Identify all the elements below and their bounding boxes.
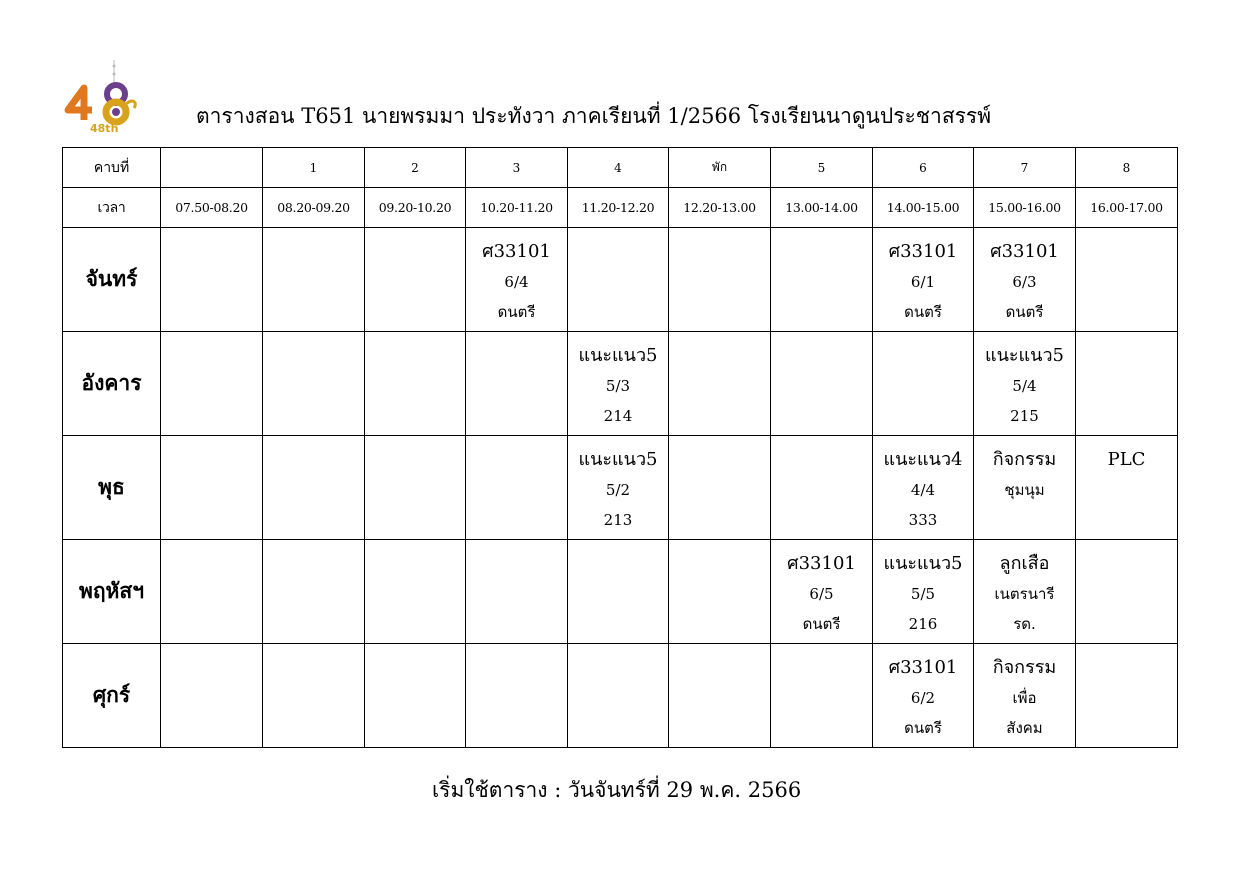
room-or-note: 216 bbox=[908, 615, 938, 633]
timetable-cell bbox=[1076, 540, 1178, 644]
timetable-cell bbox=[873, 644, 974, 748]
timetable-cell bbox=[263, 436, 365, 540]
timetable-cell bbox=[161, 332, 263, 436]
period-number: 4 bbox=[568, 148, 669, 188]
class-entry bbox=[974, 332, 1075, 431]
subject-code: แนะแนว5 bbox=[883, 553, 963, 574]
room-or-note: 215 bbox=[1010, 407, 1039, 425]
timetable-cell bbox=[568, 228, 669, 332]
class-entry bbox=[974, 228, 1075, 327]
time-slot: 10.20-11.20 bbox=[466, 188, 568, 228]
timetable-cell bbox=[669, 644, 771, 748]
class-entry bbox=[873, 436, 973, 535]
class-group: ชุมนุม bbox=[1004, 481, 1045, 499]
room-or-note: ดนตรี bbox=[802, 615, 841, 633]
subject-code: ศ33101 bbox=[482, 241, 551, 262]
timetable-cell bbox=[466, 644, 568, 748]
class-group: 4/4 bbox=[910, 481, 936, 499]
subject-code: แนะแนว5 bbox=[578, 449, 658, 470]
timetable-cell bbox=[1076, 436, 1178, 540]
room-or-note: สังคม bbox=[1006, 719, 1043, 737]
logo-text: 48th bbox=[90, 122, 119, 134]
timetable-cell bbox=[669, 332, 771, 436]
timetable-cell bbox=[466, 540, 568, 644]
timetable-cell bbox=[1076, 332, 1178, 436]
day-row bbox=[63, 332, 1178, 436]
class-entry bbox=[568, 436, 668, 535]
subject-code: ศ33101 bbox=[888, 241, 958, 262]
class-group: 6/4 bbox=[504, 273, 529, 291]
room-or-note: ดนตรี bbox=[904, 303, 942, 321]
time-slot: 14.00-15.00 bbox=[873, 188, 974, 228]
subject-code: PLC bbox=[1107, 449, 1146, 470]
period-number: 5 bbox=[771, 148, 873, 188]
class-entry bbox=[873, 540, 973, 639]
timetable-cell bbox=[161, 540, 263, 644]
timetable-cell bbox=[974, 228, 1076, 332]
timetable-cell bbox=[466, 332, 568, 436]
subject-code: แนะแนว5 bbox=[984, 345, 1065, 366]
day-name: ศุกร์ bbox=[63, 644, 161, 748]
timetable-cell bbox=[365, 540, 466, 644]
timetable-cell bbox=[873, 436, 974, 540]
time-row bbox=[63, 188, 1178, 228]
class-group: เพื่อ bbox=[1012, 689, 1037, 707]
day-name: อังคาร bbox=[63, 332, 161, 436]
timetable-cell bbox=[365, 436, 466, 540]
room-or-note: รด. bbox=[1013, 615, 1036, 633]
class-group: เนตรนารี bbox=[994, 585, 1055, 603]
timetable-cell bbox=[466, 228, 568, 332]
subject-code: กิจกรรม bbox=[992, 657, 1057, 678]
class-entry bbox=[568, 332, 668, 431]
period-number: พัก bbox=[669, 148, 771, 188]
subject-code: ศ33101 bbox=[990, 241, 1059, 262]
class-entry bbox=[466, 228, 567, 327]
time-slot: 11.20-12.20 bbox=[568, 188, 669, 228]
period-number bbox=[161, 148, 263, 188]
timetable-cell bbox=[974, 332, 1076, 436]
timetable-cell bbox=[263, 228, 365, 332]
period-header-row bbox=[63, 148, 1178, 188]
period-number: 7 bbox=[974, 148, 1076, 188]
period-number: 8 bbox=[1076, 148, 1178, 188]
class-group: 6/1 bbox=[910, 273, 936, 291]
time-slot: 09.20-10.20 bbox=[365, 188, 466, 228]
class-group: 6/5 bbox=[809, 585, 834, 603]
period-label: คาบที่ bbox=[63, 148, 161, 188]
time-slot: 16.00-17.00 bbox=[1076, 188, 1178, 228]
class-group: 5/5 bbox=[910, 585, 936, 603]
time-label: เวลา bbox=[63, 188, 161, 228]
timetable-cell bbox=[873, 332, 974, 436]
timetable-cell bbox=[1076, 644, 1178, 748]
timetable-cell bbox=[669, 228, 771, 332]
day-name: จันทร์ bbox=[63, 228, 161, 332]
timetable-cell bbox=[263, 540, 365, 644]
timetable-cell bbox=[365, 644, 466, 748]
timetable-cell bbox=[466, 436, 568, 540]
class-group: 6/2 bbox=[910, 689, 936, 707]
subject-code: แนะแนว4 bbox=[883, 449, 963, 470]
room-or-note: 333 bbox=[908, 511, 938, 529]
day-row bbox=[63, 644, 1178, 748]
room-or-note: 213 bbox=[603, 511, 633, 529]
class-group: 5/2 bbox=[605, 481, 631, 499]
class-entry bbox=[873, 644, 973, 743]
timetable-cell bbox=[263, 644, 365, 748]
day-row bbox=[63, 436, 1178, 540]
subject-code: ศ33101 bbox=[888, 657, 958, 678]
timetable-cell bbox=[669, 540, 771, 644]
period-number: 1 bbox=[263, 148, 365, 188]
day-row bbox=[63, 540, 1178, 644]
period-number: 6 bbox=[873, 148, 974, 188]
start-date-note: เริ่มใช้ตาราง : วันจันทร์ที่ 29 พ.ค. 2566 bbox=[432, 778, 802, 802]
timetable-cell bbox=[1076, 228, 1178, 332]
subject-code: กิจกรรม bbox=[992, 449, 1057, 470]
room-or-note: ดนตรี bbox=[497, 303, 536, 321]
day-row bbox=[63, 228, 1178, 332]
timetable-cell bbox=[365, 332, 466, 436]
class-entry bbox=[873, 228, 973, 327]
timetable-cell bbox=[669, 436, 771, 540]
timetable-cell bbox=[161, 644, 263, 748]
timetable-cell bbox=[771, 644, 873, 748]
timetable-cell bbox=[873, 228, 974, 332]
day-name: พฤหัสฯ bbox=[63, 540, 161, 644]
timetable-cell bbox=[771, 540, 873, 644]
timetable-cell bbox=[974, 644, 1076, 748]
timetable-cell bbox=[161, 436, 263, 540]
class-group: 5/3 bbox=[605, 377, 631, 395]
room-or-note: ดนตรี bbox=[1005, 303, 1044, 321]
timetable-cell bbox=[568, 540, 669, 644]
timetable bbox=[62, 147, 1178, 748]
school-anniversary-logo bbox=[62, 58, 142, 134]
timetable-cell bbox=[974, 436, 1076, 540]
period-number: 2 bbox=[365, 148, 466, 188]
period-number: 3 bbox=[466, 148, 568, 188]
subject-code: แนะแนว5 bbox=[578, 345, 658, 366]
timetable-cell bbox=[568, 644, 669, 748]
class-entry bbox=[974, 540, 1075, 639]
time-slot: 15.00-16.00 bbox=[974, 188, 1076, 228]
timetable-cell bbox=[365, 228, 466, 332]
timetable-cell bbox=[263, 332, 365, 436]
class-group: 6/3 bbox=[1012, 273, 1037, 291]
timetable-cell bbox=[771, 228, 873, 332]
timetable-cell bbox=[771, 332, 873, 436]
class-entry bbox=[771, 540, 872, 639]
room-or-note: 214 bbox=[603, 407, 633, 425]
timetable-cell bbox=[568, 436, 669, 540]
timetable-cell bbox=[568, 332, 669, 436]
subject-code: ลูกเสือ bbox=[999, 553, 1050, 574]
timetable-cell bbox=[873, 540, 974, 644]
class-group: 5/4 bbox=[1012, 377, 1037, 395]
subject-code: ศ33101 bbox=[787, 553, 856, 574]
class-entry bbox=[1076, 436, 1177, 475]
timetable-cell bbox=[161, 228, 263, 332]
timetable-cell bbox=[974, 540, 1076, 644]
time-slot: 13.00-14.00 bbox=[771, 188, 873, 228]
time-slot: 08.20-09.20 bbox=[263, 188, 365, 228]
day-name: พุธ bbox=[63, 436, 161, 540]
page-title: ตารางสอน T651 นายพรมมา ประทังวา ภาคเรียนที่ 1/2566 โรงเรียนนาดูนประชาสรรพ์ bbox=[196, 104, 992, 128]
class-entry bbox=[974, 436, 1075, 505]
room-or-note: ดนตรี bbox=[904, 719, 942, 737]
time-slot: 07.50-08.20 bbox=[161, 188, 263, 228]
timetable-cell bbox=[771, 436, 873, 540]
class-entry bbox=[974, 644, 1075, 743]
time-slot: 12.20-13.00 bbox=[669, 188, 771, 228]
